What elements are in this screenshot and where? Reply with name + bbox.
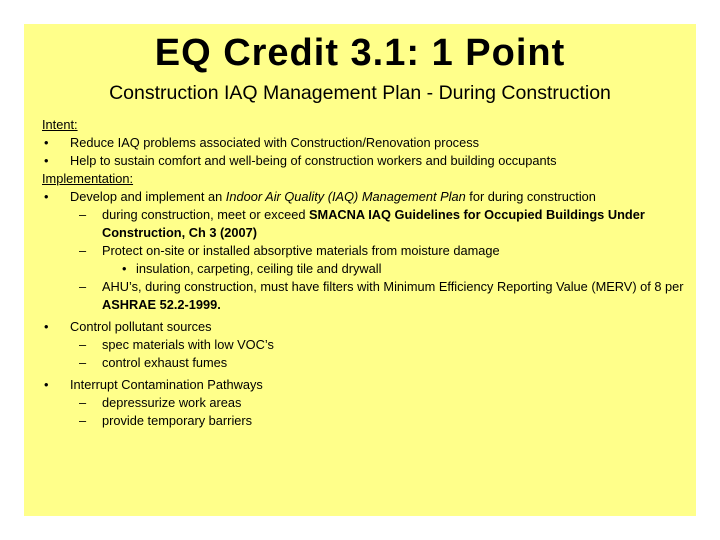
- implementation-item-pathways: [42, 376, 687, 394]
- plan-name: Indoor Air Quality (IAQ) Management Plan: [225, 189, 466, 204]
- sub-item-text: during construction, meet or exceed: [102, 207, 309, 222]
- sub-sub-item: [42, 260, 687, 278]
- slide-body: [42, 116, 687, 430]
- intent-heading: Intent:: [42, 117, 78, 132]
- sub-item: [42, 278, 687, 314]
- plan-lead: Develop and implement an: [70, 189, 226, 204]
- sub-item-text: AHU’s, during construction, must have filters with Minimum Efficiency Reporting Value (MERV) of 8 per: [102, 279, 684, 294]
- ashrae-reference: ASHRAE 52.2-1999.: [102, 297, 221, 312]
- sub-item: [42, 336, 687, 354]
- intent-item-text: Reduce IAQ problems associated with Construction/Renovation process: [70, 135, 479, 150]
- sub-item: [42, 412, 687, 430]
- slide-subtitle: Construction IAQ Management Plan - During Construction: [109, 82, 611, 104]
- implementation-item-pollutants: [42, 318, 687, 336]
- bullet-marker: •: [44, 153, 49, 168]
- dash-marker: –: [79, 413, 87, 428]
- bullet-marker: •: [122, 261, 127, 276]
- intent-item: [42, 134, 687, 152]
- dash-marker: –: [79, 395, 87, 410]
- sub-item: [42, 206, 687, 242]
- sub-item-text: spec materials with low VOC’s: [102, 337, 274, 352]
- dash-marker: –: [79, 337, 87, 352]
- dash-marker: –: [79, 207, 87, 222]
- bullet-marker: •: [44, 377, 49, 392]
- dash-marker: –: [79, 355, 87, 370]
- dash-marker: –: [79, 243, 87, 258]
- dash-marker: –: [79, 279, 87, 294]
- implementation-item-text: Control pollutant sources: [70, 319, 212, 334]
- implementation-item-text: Interrupt Contamination Pathways: [70, 377, 263, 392]
- sub-item-text: provide temporary barriers: [102, 413, 253, 428]
- bullet-marker: •: [44, 135, 49, 150]
- sub-sub-item-text: insulation, carpeting, ceiling tile and drywall: [136, 261, 382, 276]
- bullet-marker: •: [44, 319, 49, 334]
- intent-item: [42, 152, 687, 170]
- sub-item: [42, 394, 687, 412]
- slide-title: EQ Credit 3.1: 1 Point: [154, 32, 566, 74]
- sub-item: [42, 354, 687, 372]
- sub-item-text: depressurize work areas: [102, 395, 242, 410]
- implementation-heading: Implementation:: [42, 171, 134, 186]
- plan-tail: for during construction: [465, 189, 596, 204]
- sub-item-text: control exhaust fumes: [102, 355, 228, 370]
- sub-item-text: Protect on-site or installed absorptive materials from moisture damage: [102, 243, 500, 258]
- smacna-reference: SMACNA IAQ Guidelines for Occupied Buildings Under Construction, Ch 3 (2007): [102, 207, 645, 240]
- implementation-item-plan: [42, 188, 687, 206]
- intent-item-text: Help to sustain comfort and well-being of construction workers and building occupants: [70, 153, 557, 168]
- bullet-marker: •: [44, 189, 49, 204]
- slide: [24, 24, 696, 516]
- sub-item: [42, 242, 687, 260]
